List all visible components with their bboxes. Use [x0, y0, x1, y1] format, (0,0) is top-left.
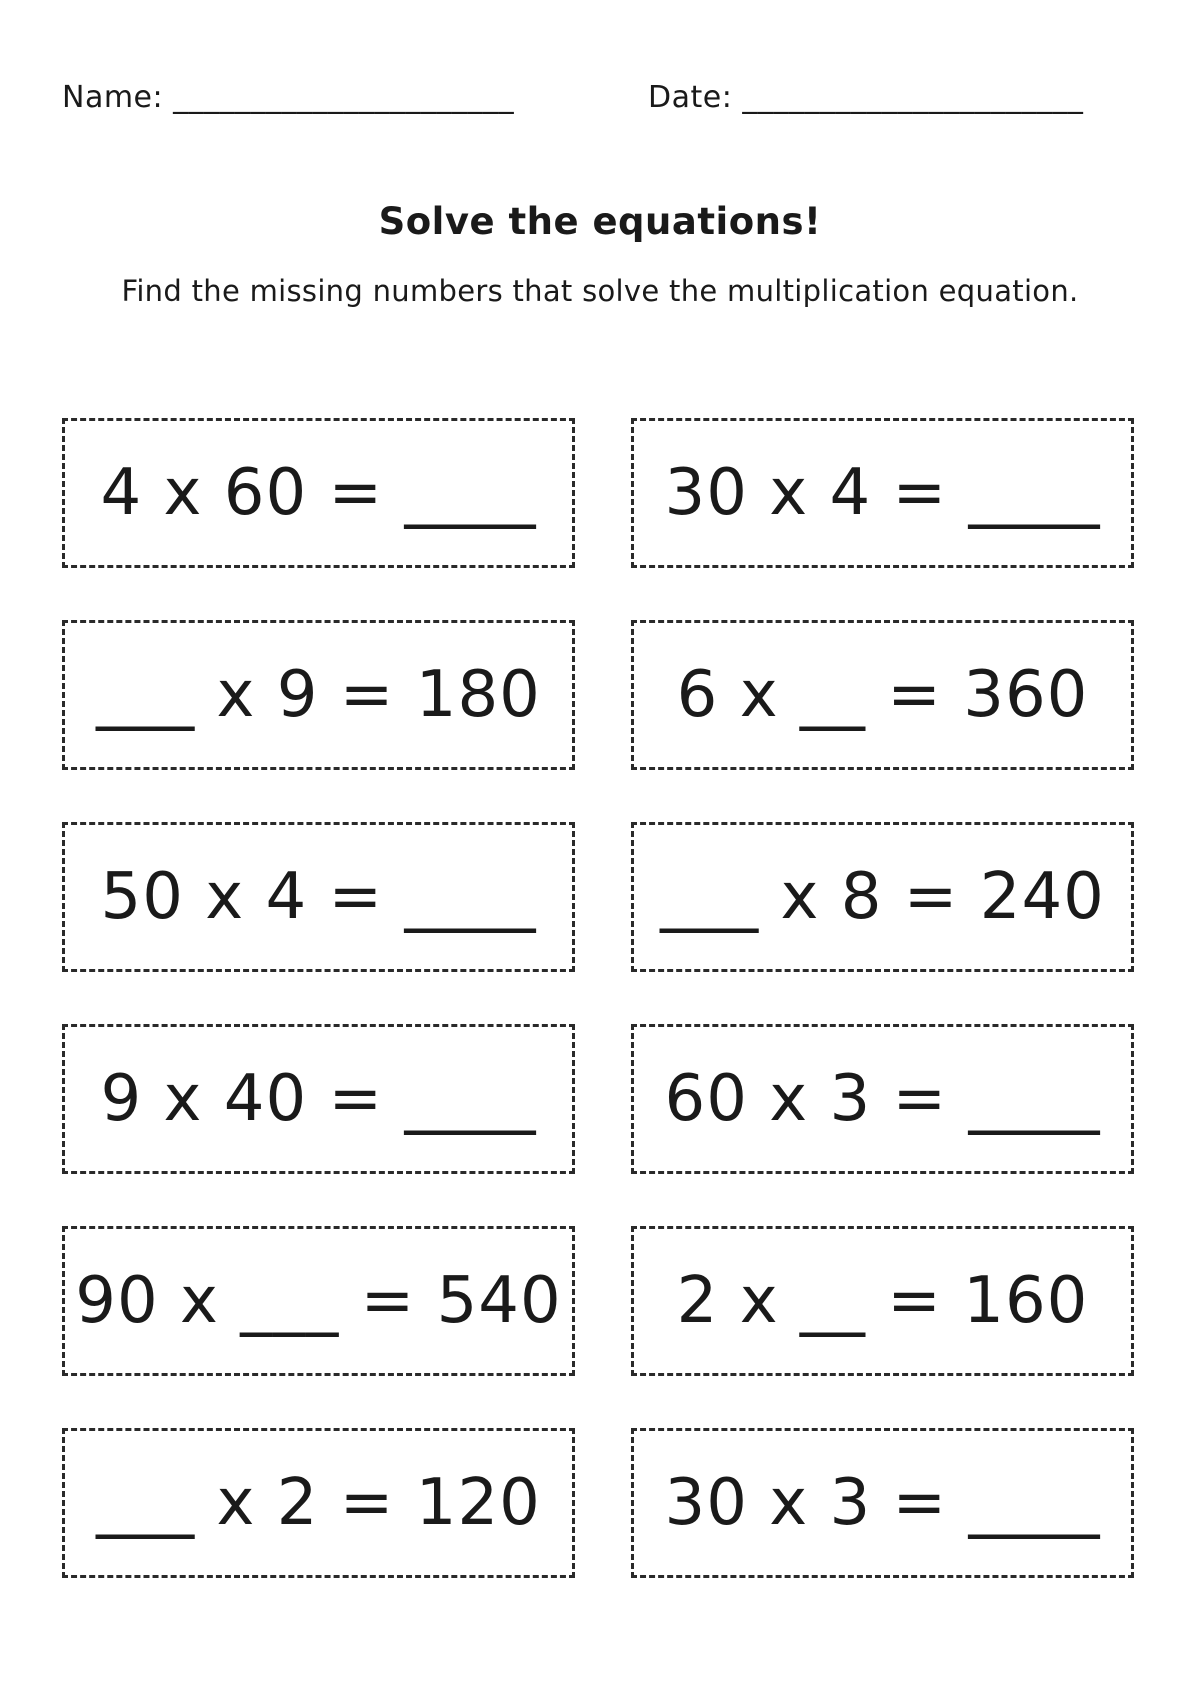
- date-field-line[interactable]: Date: ______________________: [648, 80, 1084, 115]
- equation-text[interactable]: 90 x ___ = 540: [75, 1264, 562, 1338]
- equation-card: [62, 1428, 575, 1578]
- equation-text[interactable]: 2 x __ = 160: [676, 1264, 1089, 1338]
- equation-text[interactable]: ___ x 9 = 180: [96, 658, 541, 732]
- equation-card: [62, 1024, 575, 1174]
- worksheet-instructions: Find the missing numbers that solve the multiplication equation.: [121, 274, 1079, 308]
- name-field-line[interactable]: Name: ______________________: [62, 80, 515, 115]
- equation-grid: [62, 418, 1134, 1578]
- equation-text[interactable]: 9 x 40 = ____: [100, 1062, 537, 1136]
- equation-card: [62, 1226, 575, 1376]
- equation-card: [631, 822, 1134, 972]
- equation-card: [631, 620, 1134, 770]
- worksheet-title: Solve the equations!: [378, 200, 822, 243]
- equation-text[interactable]: 4 x 60 = ____: [100, 456, 537, 530]
- equation-text[interactable]: 30 x 3 = ____: [664, 1466, 1101, 1540]
- equation-text[interactable]: 6 x __ = 360: [676, 658, 1089, 732]
- equation-card: [62, 822, 575, 972]
- equation-card: [62, 418, 575, 568]
- equation-text[interactable]: 60 x 3 = ____: [664, 1062, 1101, 1136]
- equation-text[interactable]: 50 x 4 = ____: [100, 860, 537, 934]
- equation-text[interactable]: ___ x 8 = 240: [660, 860, 1105, 934]
- equation-text[interactable]: ___ x 2 = 120: [96, 1466, 541, 1540]
- equation-card: [631, 1428, 1134, 1578]
- equation-text[interactable]: 30 x 4 = ____: [664, 456, 1101, 530]
- equation-card: [631, 1024, 1134, 1174]
- equation-card: [631, 1226, 1134, 1376]
- equation-card: [631, 418, 1134, 568]
- equation-card: [62, 620, 575, 770]
